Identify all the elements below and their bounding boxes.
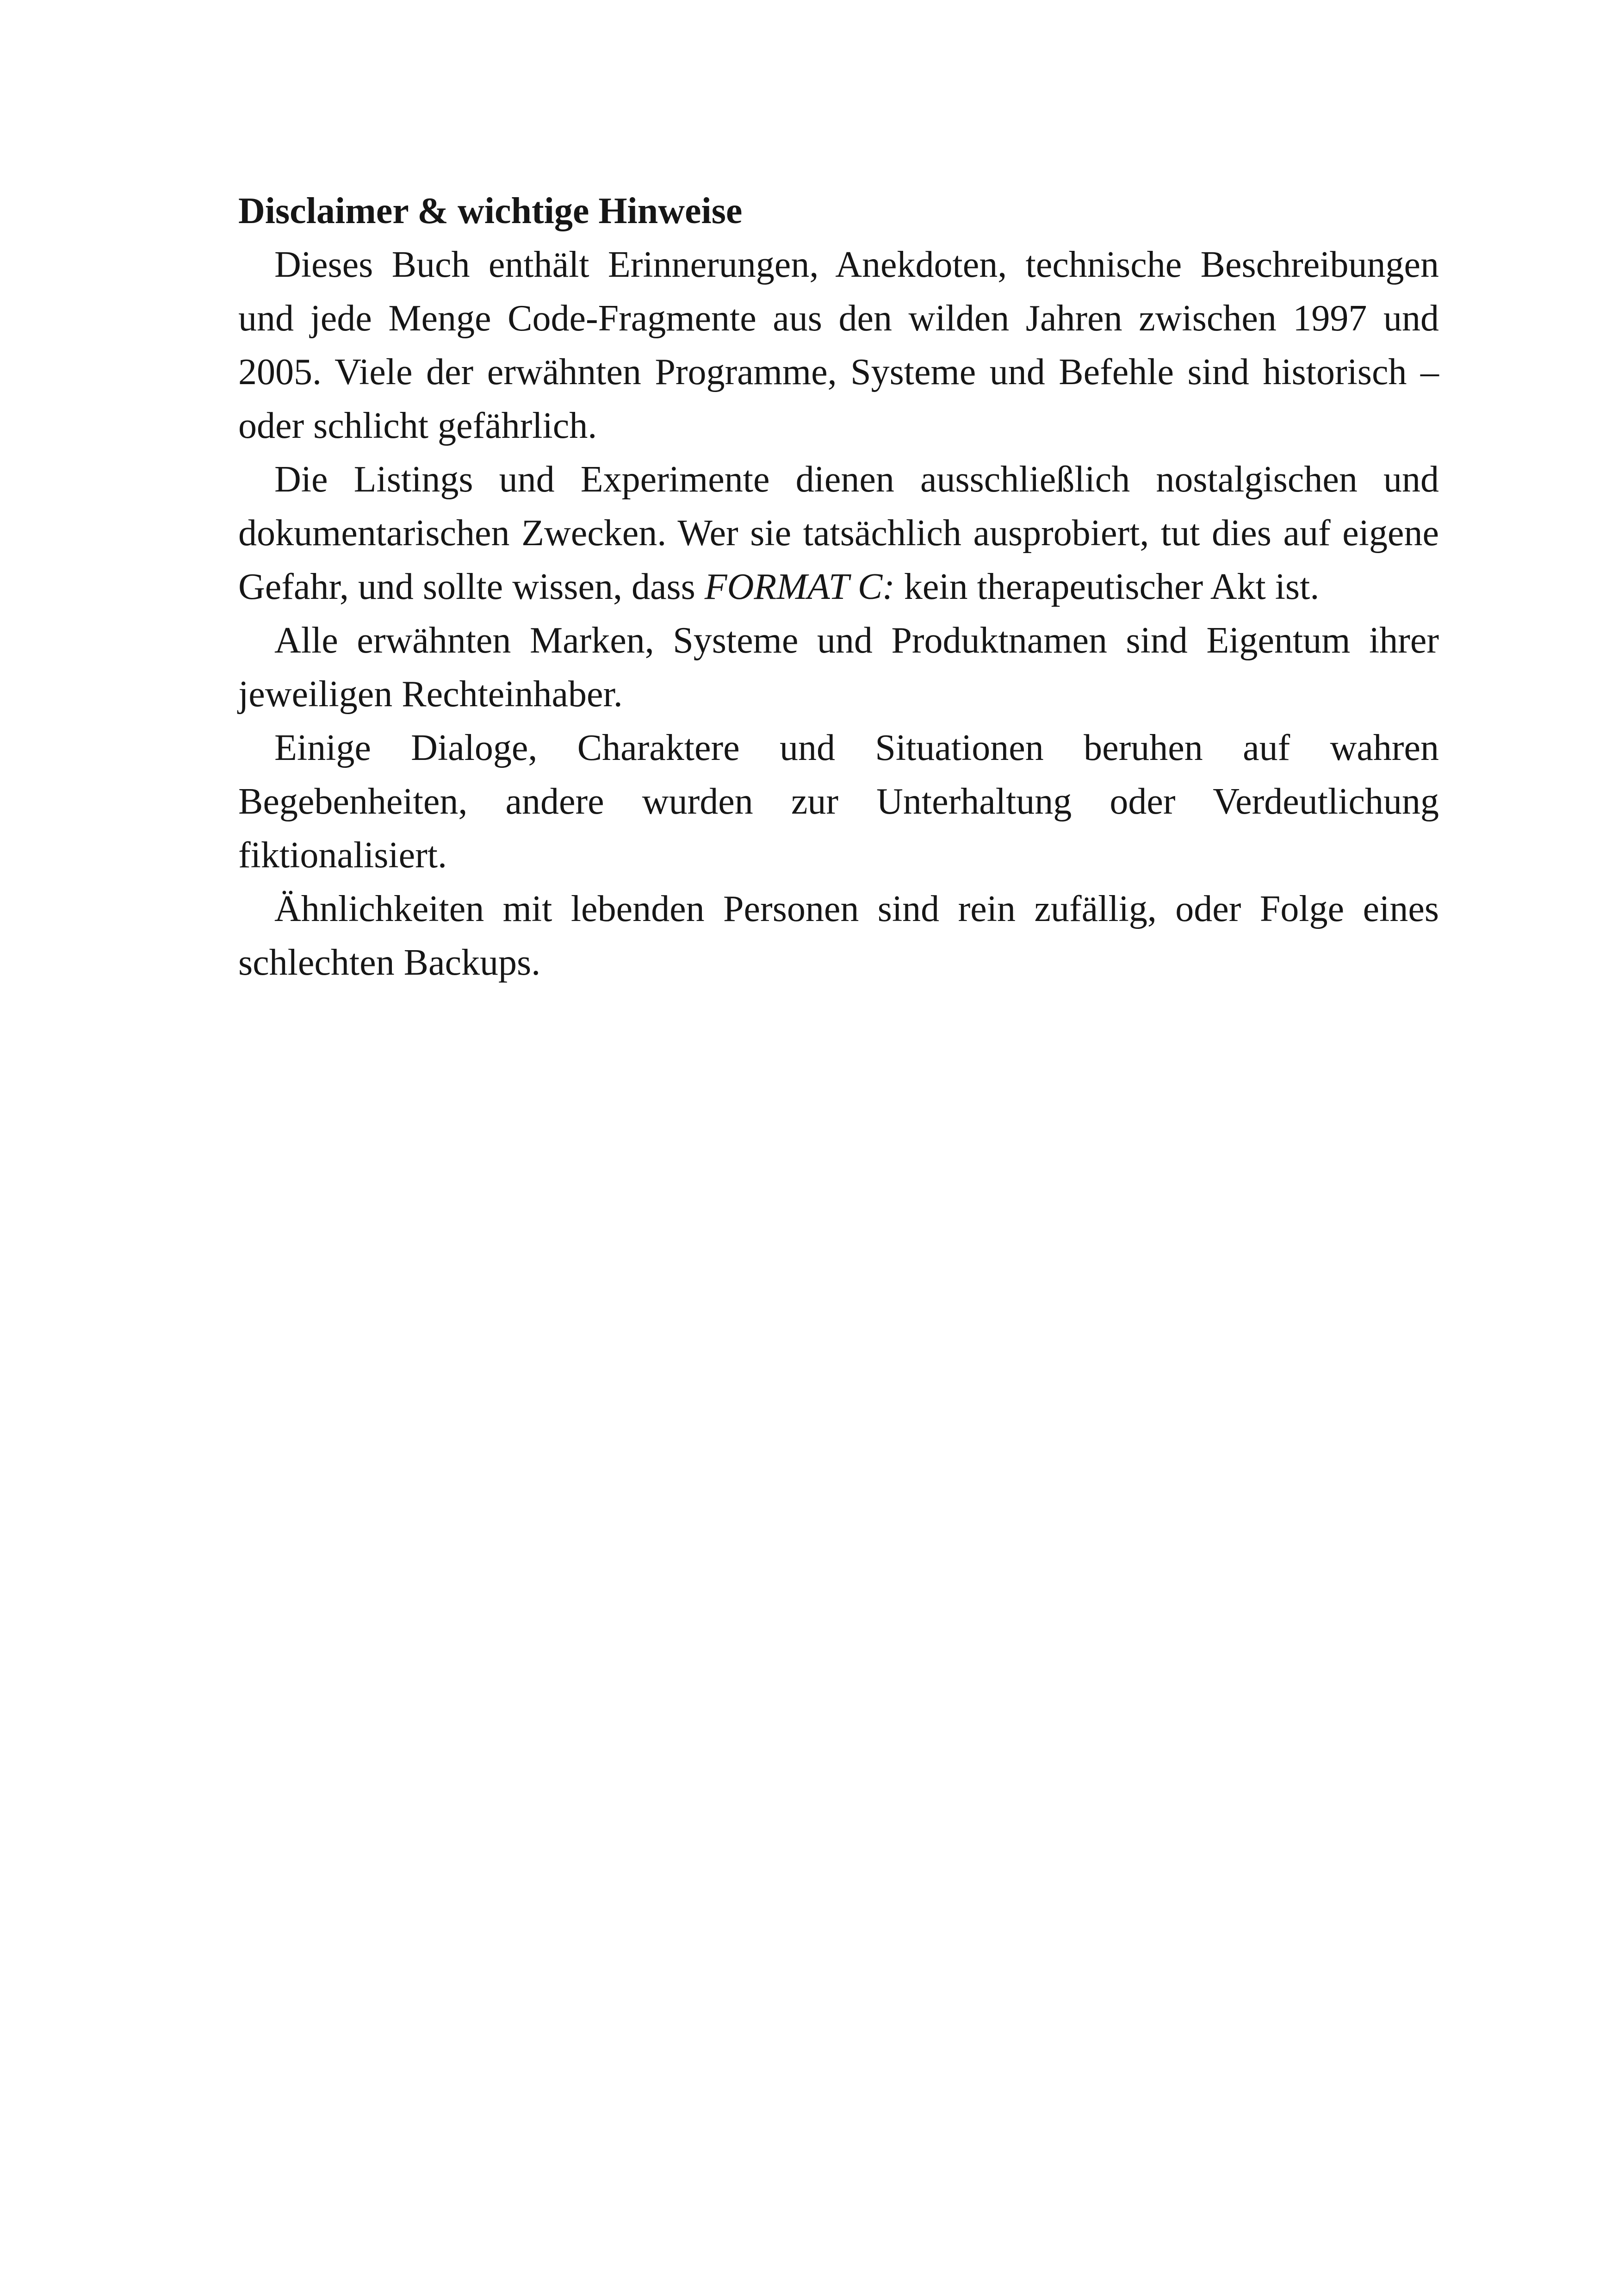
section-heading: Disclaimer & wichtige Hinweise: [238, 191, 743, 231]
paragraph-intro: Dieses Buch enthält Erinnerungen, Anekdoten, technische Beschreibungen und jede Menge Code-Fragmente aus den wilden Jahren zwischen 1997 und 2005. Viele der erwähnten Programme, Systeme und Befehle sind historisch – oder schlicht gefährlich.: [238, 244, 1439, 446]
format-command-emphasis: FORMAT C:: [704, 566, 895, 607]
paragraph-listings-text-after: kein therapeutischer Akt ist.: [894, 566, 1320, 607]
disclaimer-section: [238, 184, 1439, 989]
paragraph-fiction: Einige Dialoge, Charaktere und Situationen beruhen auf wahren Begebenheiten, andere wurden zur Unterhaltung oder Verdeutlichung fiktionalisiert.: [238, 728, 1439, 876]
paragraph-trademarks: Alle erwähnten Marken, Systeme und Produktnamen sind Eigentum ihrer jeweiligen Rechteinhaber.: [238, 620, 1439, 715]
paragraph-listings-text-before: Die Listings und Experimente dienen ausschließlich nostalgischen und dokumentarischen Zwecken. Wer sie tatsächlich ausprobiert, tut dies auf eigene Gefahr, und sollte wissen, dass: [238, 459, 1439, 607]
paragraph-listings: [238, 453, 1439, 614]
paragraph-similarities: Ähnlichkeiten mit lebenden Personen sind rein zufällig, oder Folge eines schlechten Backups.: [238, 889, 1439, 983]
